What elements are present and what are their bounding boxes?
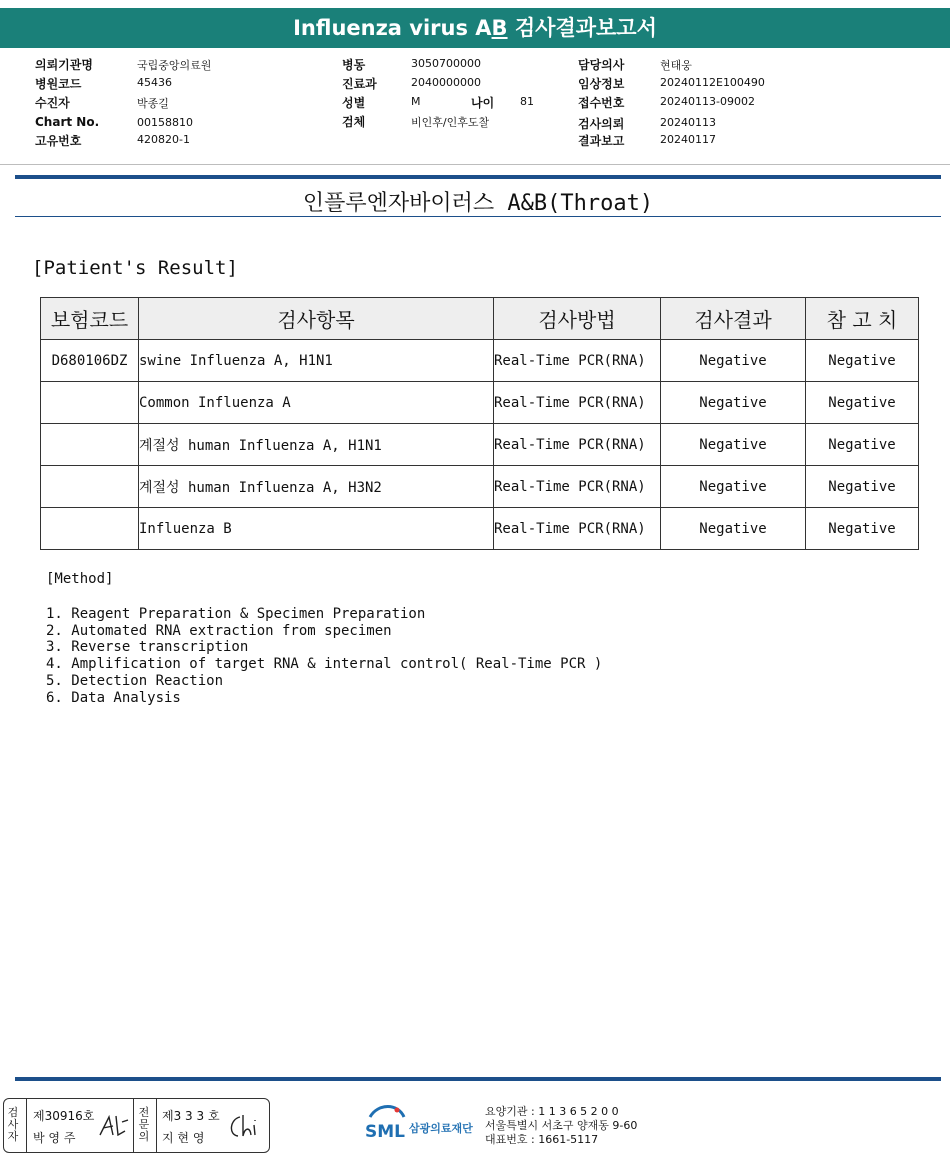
cell-reference: Negative [806,340,919,382]
info-label: 병동 [342,58,366,72]
cell-result: Negative [661,424,806,466]
section-title: [Patient's Result] [32,257,238,279]
bottom-rule [15,1077,941,1081]
org-code: 요양기관 : 1 1 3 6 5 2 0 0 [485,1105,619,1118]
info-value: 국립중앙의료원 [137,59,212,72]
info-value: 20240112E100490 [660,76,765,89]
cell-item: swine Influenza A, H1N1 [139,340,494,382]
info-value: 420820-1 [137,133,190,146]
confirmer-label: 전문의 [138,1106,150,1143]
info-value: 2040000000 [411,76,481,89]
header-reference: 참 고 치 [806,298,919,340]
table-row [41,340,919,382]
cell-reference: Negative [806,382,919,424]
cell-method: Real-Time PCR(RNA) [494,340,661,382]
method-step: 3. Reverse transcription [46,639,249,656]
info-label: 수진자 [35,96,70,110]
cell-method: Real-Time PCR(RNA) [494,424,661,466]
cell-result: Negative [661,340,806,382]
info-label: 결과보고 [578,134,625,148]
info-label: 나이 [471,96,495,110]
method-title: [Method] [46,571,114,587]
info-value: 현태웅 [660,59,692,72]
info-value: 비인후/인후도찰 [411,116,490,129]
info-label: 검체 [342,115,366,129]
header-test-method: 검사방법 [494,298,661,340]
cell-code [41,382,139,424]
logo-text: SML [365,1122,405,1142]
header-title-prefix: Influenza virus A [293,16,492,40]
info-value: 45436 [137,76,172,89]
confirmer-number: 제3 3 3 호 [162,1109,220,1123]
method-step: 4. Amplification of target RNA & internal control( Real-Time PCR ) [46,656,603,673]
cell-result: Negative [661,382,806,424]
method-step: 5. Detection Reaction [46,672,224,689]
table-row [41,382,919,424]
info-value: 20240113 [660,116,716,129]
cell-reference: Negative [806,508,919,550]
table-row [41,466,919,508]
confirmer-signature [226,1111,262,1141]
cell-item: 계절성 human Influenza A, H1N1 [139,424,494,466]
info-value: 00158810 [137,116,193,129]
info-value: 81 [520,95,534,108]
sml-logo-icon [364,1103,482,1145]
info-label: 임상정보 [578,77,625,91]
table-row [41,508,919,550]
cell-code [41,508,139,550]
method-section [46,571,602,707]
tester-label: 검사자 [7,1106,19,1143]
tester-number: 제30916호 [33,1109,95,1123]
info-label: 검사의뢰 [578,117,625,131]
cell-code [41,466,139,508]
cell-code: D680106DZ [41,340,139,382]
cell-result: Negative [661,508,806,550]
info-label: 성별 [342,96,366,110]
cell-item: Influenza B [139,508,494,550]
org-phone: 대표번호 : 1661-5117 [485,1133,599,1146]
org-address: 서울특별시 서초구 양재동 9-60 [485,1119,638,1132]
top-rule [15,175,941,179]
method-step: 2. Automated RNA extraction from specimen [46,622,392,639]
cell-reference: Negative [806,424,919,466]
report-header [0,8,950,48]
info-value: 3050700000 [411,57,481,70]
cell-item: Common Influenza A [139,382,494,424]
result-table [40,297,919,550]
cell-method: Real-Time PCR(RNA) [494,466,661,508]
info-label: 접수번호 [578,96,625,110]
cell-method: Real-Time PCR(RNA) [494,382,661,424]
header-title-suffix: 검사결과보고서 [507,16,657,40]
cell-code [41,424,139,466]
cell-method: Real-Time PCR(RNA) [494,508,661,550]
table-header-row [41,298,919,340]
method-step: 1. Reagent Preparation & Specimen Preparation [46,605,426,622]
tester-signature [97,1111,131,1141]
cell-result: Negative [661,466,806,508]
header-title-b: B [491,16,508,40]
title-underline [15,216,941,217]
organization-address [485,1105,637,1147]
info-label: 고유번호 [35,134,82,148]
header-test-item: 검사항목 [139,298,494,340]
info-value: 20240113-09002 [660,95,755,108]
info-label: 병원코드 [35,77,82,91]
info-value: 20240117 [660,133,716,146]
info-label: 담당의사 [578,58,625,72]
table-row [41,424,919,466]
info-label: Chart No. [35,115,100,129]
cell-item: 계절성 human Influenza A, H3N2 [139,466,494,508]
info-label: 진료과 [342,77,377,91]
org-name: 삼광의료재단 [409,1122,473,1135]
info-value: M [411,95,421,108]
info-label: 의뢰기관명 [35,58,93,72]
report-title: 인플루엔자바이러스 A&B(Throat) [302,191,654,216]
info-value: 박종길 [137,97,169,110]
signature-box [3,1098,270,1153]
header-insurance-code: 보험코드 [41,298,139,340]
tester-name: 박 영 주 [33,1131,76,1145]
patient-info-panel [0,48,950,165]
confirmer-name: 지 현 영 [162,1131,205,1145]
organization-logo [364,1103,482,1149]
header-test-result: 검사결과 [661,298,806,340]
cell-reference: Negative [806,466,919,508]
method-step: 6. Data Analysis [46,689,181,706]
